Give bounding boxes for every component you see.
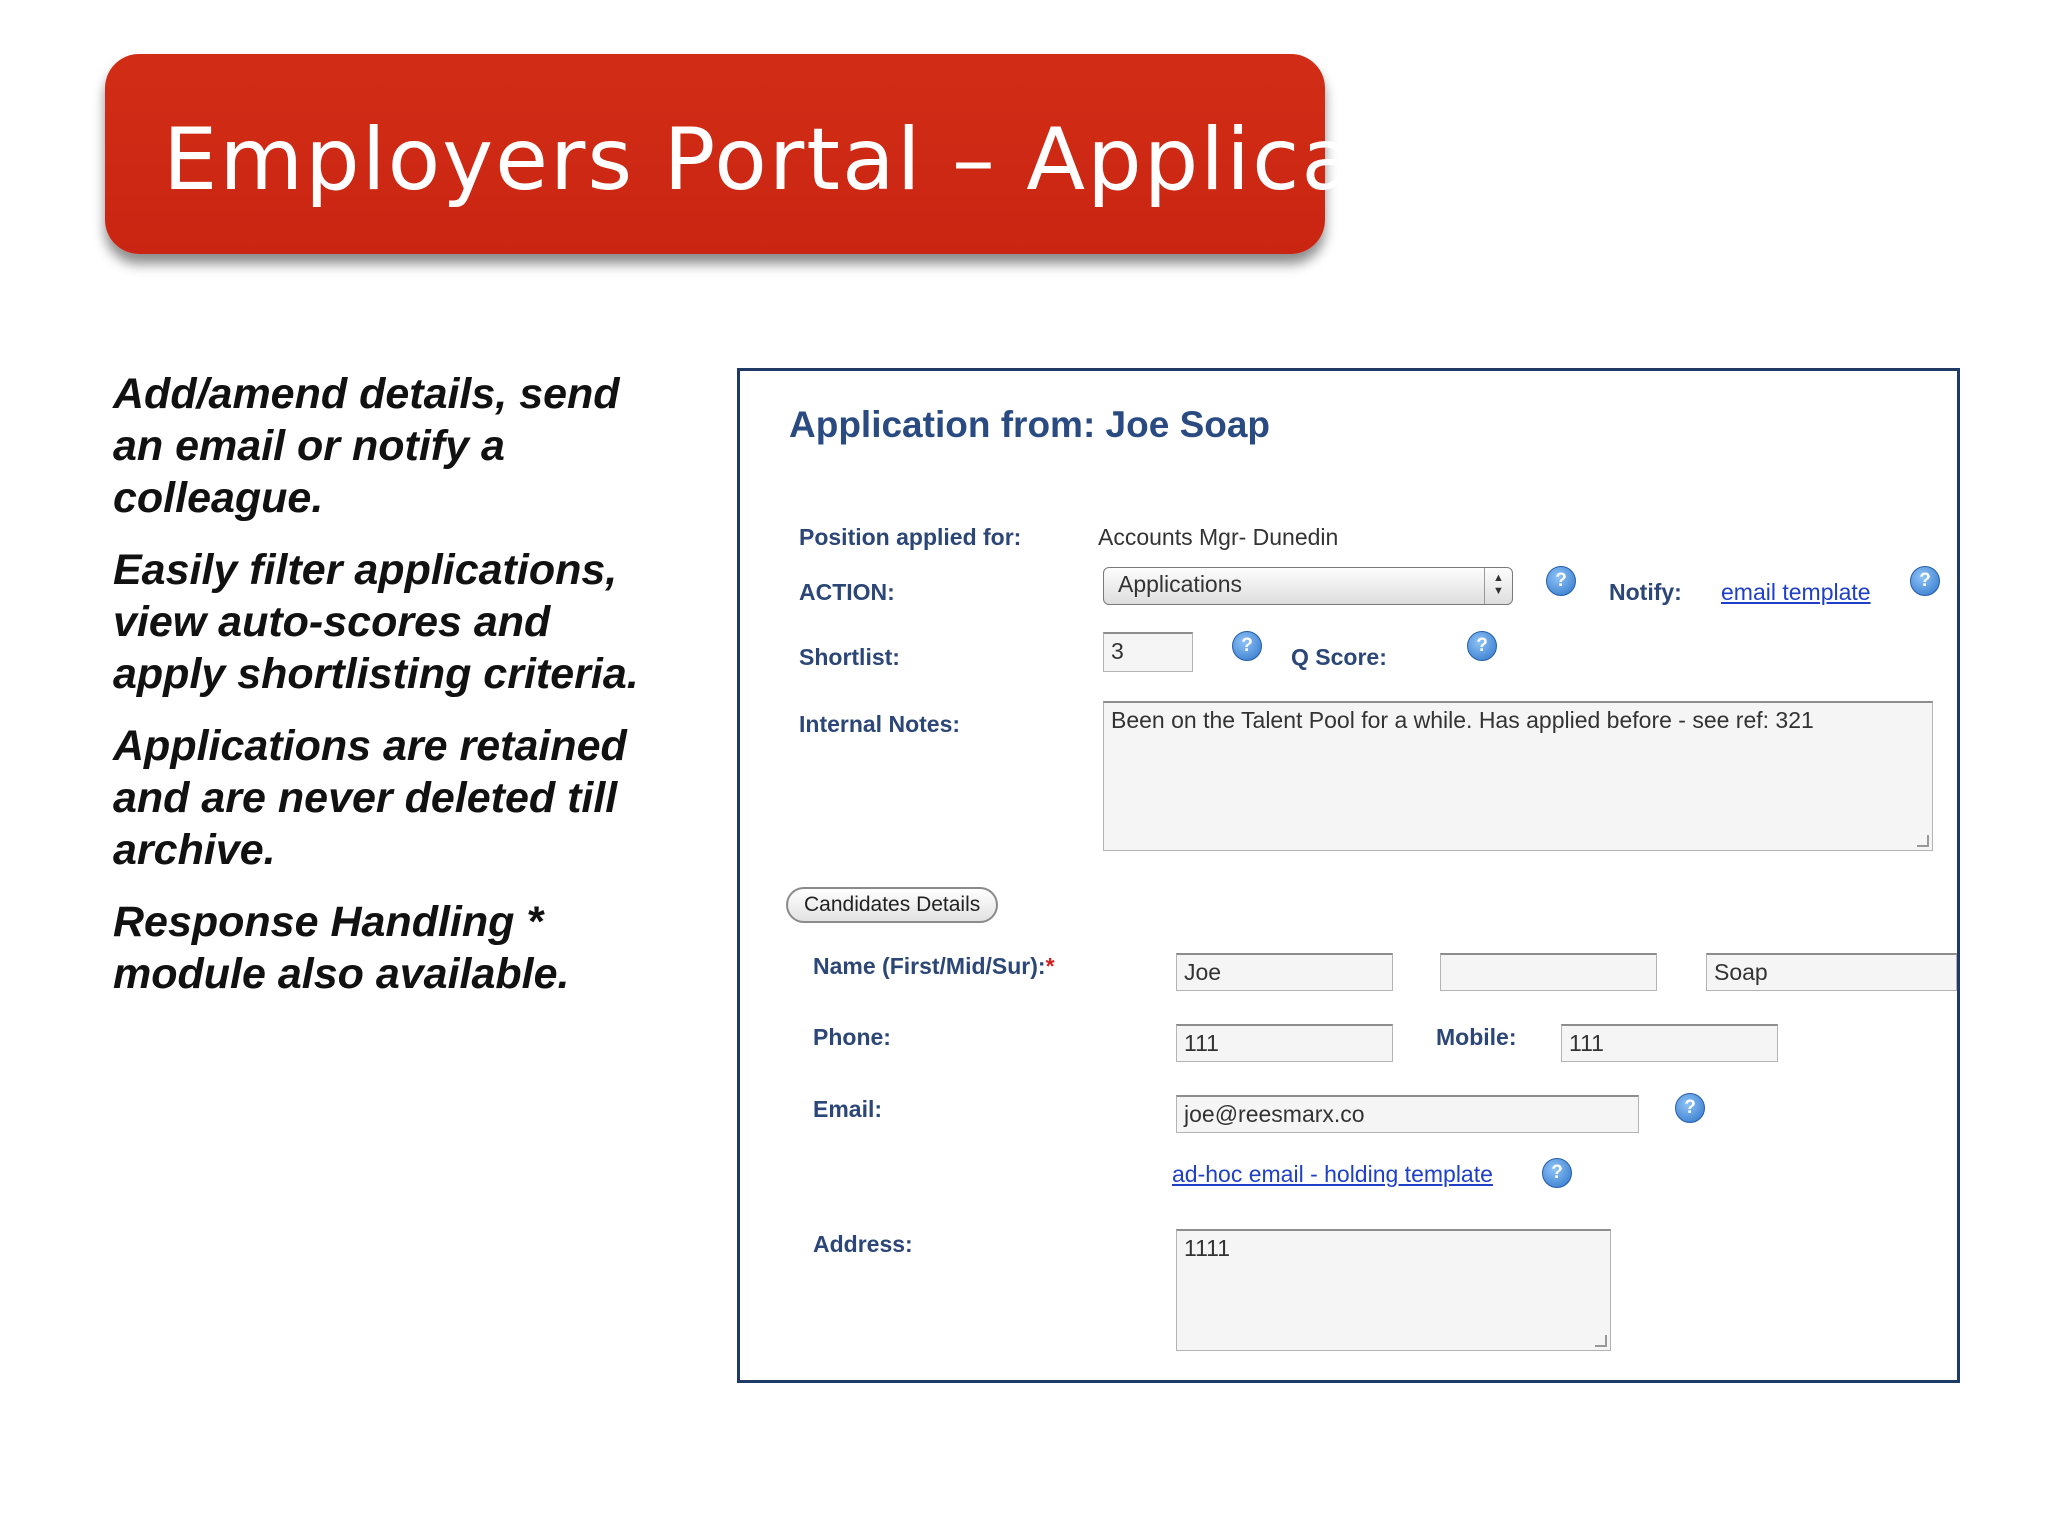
candidates-details-button[interactable]: Candidates Details xyxy=(786,887,998,923)
shortlist-input[interactable]: 3 xyxy=(1103,632,1193,672)
help-icon[interactable]: ? xyxy=(1542,1158,1572,1188)
email-input[interactable]: joe@reesmarx.co xyxy=(1176,1095,1639,1133)
title-banner xyxy=(105,54,1576,254)
internal-notes-textarea[interactable] xyxy=(1103,701,1933,851)
email-label: Email: xyxy=(813,1096,883,1122)
bullet-item: Response Handling * module also available. xyxy=(113,898,570,998)
address-text: 1111 xyxy=(1184,1235,1231,1261)
page-title: Application from: Joe Soap xyxy=(789,404,1271,445)
surname-input[interactable]: Soap xyxy=(1706,953,1957,991)
required-marker: * xyxy=(1045,953,1055,979)
action-select[interactable] xyxy=(1103,567,1513,605)
position-value: Accounts Mgr- Dunedin xyxy=(1098,524,1339,550)
help-icon[interactable]: ? xyxy=(1675,1093,1705,1123)
qscore-label: Q Score: xyxy=(1291,644,1387,670)
title-banner-area xyxy=(105,54,1576,274)
phone-input[interactable]: 111 xyxy=(1176,1024,1393,1062)
select-arrows-icon: ▲ ▼ xyxy=(1484,568,1512,604)
name-label xyxy=(813,953,1055,980)
adhoc-email-link[interactable]: ad-hoc email - holding template xyxy=(1172,1161,1493,1187)
action-label: ACTION: xyxy=(799,579,895,605)
email-template-link[interactable]: email template xyxy=(1721,579,1871,605)
address-textarea[interactable] xyxy=(1176,1229,1611,1351)
address-label: Address: xyxy=(813,1231,913,1257)
bullet-item: Easily filter applications, view auto-scores and apply shortlisting criteria. xyxy=(113,546,639,698)
bullet-list xyxy=(113,368,673,1020)
help-icon[interactable]: ? xyxy=(1546,566,1576,596)
resize-handle-icon[interactable] xyxy=(1917,835,1929,847)
position-label: Position applied for: xyxy=(799,524,1022,550)
help-icon[interactable]: ? xyxy=(1910,566,1940,596)
mobile-input[interactable]: 111 xyxy=(1561,1024,1778,1062)
notify-label: Notify: xyxy=(1609,579,1682,605)
slide-title: Employers Portal – Applications xyxy=(163,110,1576,210)
name-label-text: Name (First/Mid/Sur): xyxy=(813,953,1046,979)
middle-name-input[interactable] xyxy=(1440,953,1657,991)
phone-label: Phone: xyxy=(813,1024,891,1050)
help-icon[interactable]: ? xyxy=(1232,631,1262,661)
resize-handle-icon[interactable] xyxy=(1595,1335,1607,1347)
help-icon[interactable]: ? xyxy=(1467,631,1497,661)
bullet-item: Applications are retained and are never deleted till archive. xyxy=(113,722,627,874)
internal-notes-label: Internal Notes: xyxy=(799,711,961,737)
mobile-label: Mobile: xyxy=(1436,1024,1517,1050)
application-panel xyxy=(737,368,1960,1383)
action-select-value: Applications xyxy=(1118,571,1243,597)
shortlist-label: Shortlist: xyxy=(799,644,900,670)
internal-notes-text: Been on the Talent Pool for a while. Has applied before - see ref: 321 xyxy=(1111,707,1814,733)
first-name-input[interactable]: Joe xyxy=(1176,953,1393,991)
bullet-item: Add/amend details, send an email or notify a colleague. xyxy=(113,370,620,522)
